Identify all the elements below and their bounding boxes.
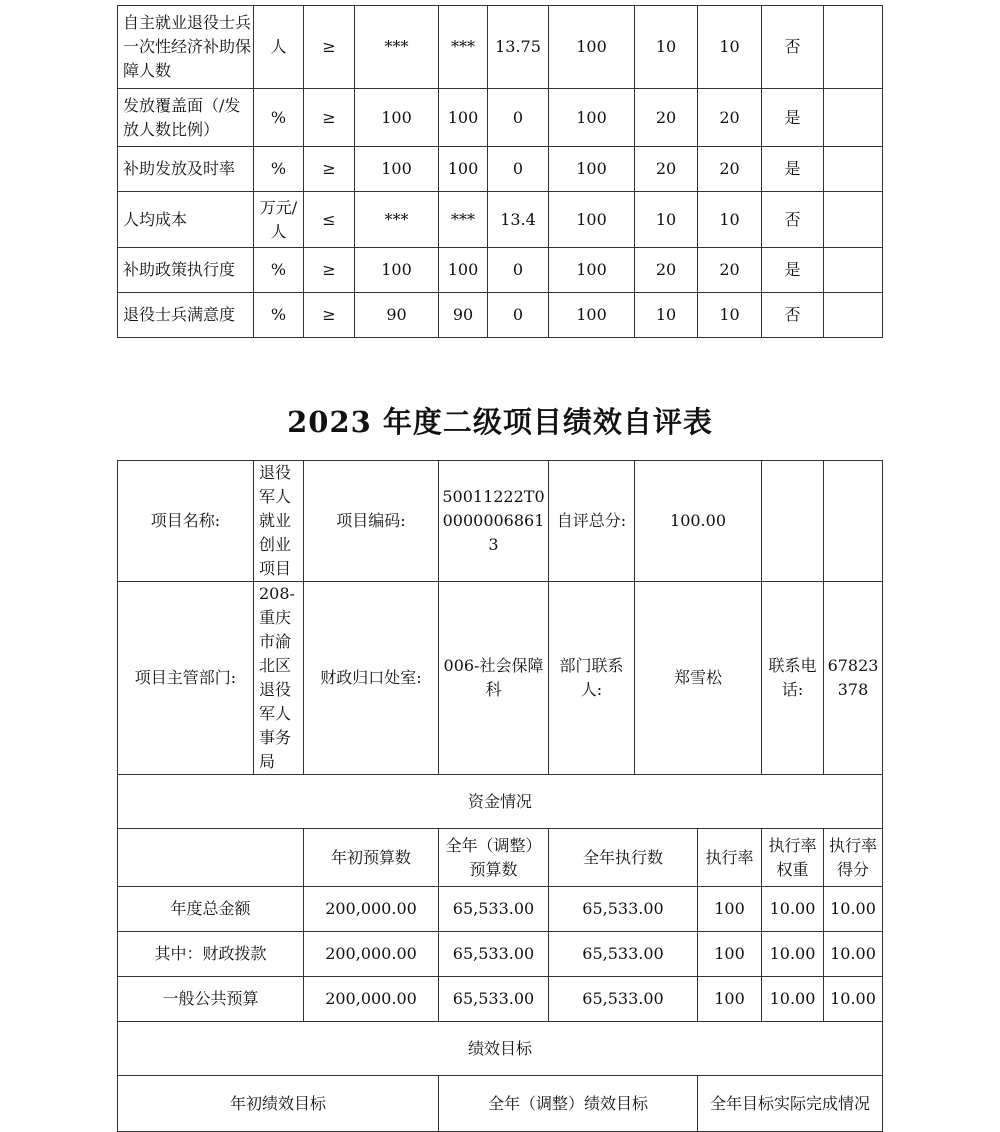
indicator-table-body [118,6,883,338]
indicator-score: 20 [698,147,762,192]
indicator-weight: 20 [635,89,698,147]
indicator-name: 退役士兵满意度 [118,293,254,338]
indicator-score: 10 [698,192,762,248]
indicator-target: *** [355,192,439,248]
perf-section-row [118,1022,883,1076]
indicator-score-rate: 100 [549,248,635,293]
indicator-unit: % [254,147,304,192]
indicator-row [118,147,883,192]
indicator-actual: *** [439,6,488,89]
indicator-name: 发放覆盖面（/发放人数比例） [118,89,254,147]
funds-executed: 65,533.00 [549,932,698,977]
project-name-value: 退役军人就业创业项目 [254,461,304,582]
col-adjusted-budget: 全年（调整）预算数 [439,829,549,887]
indicator-target: 100 [355,89,439,147]
self-evaluation-table [117,460,883,1132]
funds-row-label: 其中：财政拨款 [118,932,304,977]
empty-cell [762,461,824,582]
indicator-score: 20 [698,248,762,293]
funds-executed: 65,533.00 [549,977,698,1022]
funds-adjusted: 65,533.00 [439,977,549,1022]
funds-weight: 10.00 [762,887,824,932]
indicator-operator: ≥ [304,147,355,192]
indicator-met: 是 [762,147,824,192]
indicator-deviation: 0 [488,293,549,338]
col-rate-weight: 执行率权重 [762,829,824,887]
page-title: 2023 年度二级项目绩效自评表 [287,405,713,439]
col-executed: 全年执行数 [549,829,698,887]
department-row [118,582,883,775]
indicator-weight: 20 [635,248,698,293]
indicator-name: 补助政策执行度 [118,248,254,293]
indicator-unit: % [254,293,304,338]
indicator-target: 100 [355,147,439,192]
project-name-label: 项目名称: [118,461,254,582]
col-adjusted-perf-target: 全年（调整）绩效目标 [439,1076,698,1132]
perf-column-header-row [118,1076,883,1132]
indicator-deviation: 0 [488,248,549,293]
indicator-note [824,192,883,248]
indicator-score-rate: 100 [549,89,635,147]
indicator-actual: *** [439,192,488,248]
indicator-unit: 人 [254,6,304,89]
funds-adjusted: 65,533.00 [439,932,549,977]
indicator-unit: % [254,89,304,147]
dept-value: 208-重庆市渝北区退役军人事务局 [254,582,304,775]
indicator-name: 自主就业退役士兵一次性经济补助保障人数 [118,6,254,89]
col-initial-budget: 年初预算数 [304,829,439,887]
indicator-operator: ≥ [304,6,355,89]
indicator-met: 否 [762,6,824,89]
funds-row [118,932,883,977]
funds-rate: 100 [698,887,762,932]
indicator-target: 90 [355,293,439,338]
indicator-row [118,192,883,248]
project-code-value: 50011222T000000068613 [439,461,549,582]
project-code-label: 项目编码: [304,461,439,582]
empty-cell [824,461,883,582]
indicator-deviation: 0 [488,89,549,147]
indicator-table [117,5,883,338]
contact-label: 部门联系人: [549,582,635,775]
indicator-operator: ≥ [304,89,355,147]
funds-adjusted: 65,533.00 [439,887,549,932]
indicator-row [118,248,883,293]
funds-score: 10.00 [824,887,883,932]
indicator-met: 是 [762,248,824,293]
indicator-weight: 10 [635,192,698,248]
col-initial-perf-target: 年初绩效目标 [118,1076,439,1132]
empty-cell [118,829,304,887]
funds-section-row [118,775,883,829]
phone-label: 联系电话: [762,582,824,775]
funds-row-label: 一般公共预算 [118,977,304,1022]
funds-column-header-row [118,829,883,887]
funds-section-header: 资金情况 [118,775,883,829]
indicator-name: 人均成本 [118,192,254,248]
finance-office-label: 财政归口处室: [304,582,439,775]
funds-rate: 100 [698,977,762,1022]
funds-weight: 10.00 [762,932,824,977]
funds-executed: 65,533.00 [549,887,698,932]
funds-row [118,887,883,932]
indicator-row [118,6,883,89]
col-exec-rate: 执行率 [698,829,762,887]
indicator-note [824,147,883,192]
indicator-unit: 万元/人 [254,192,304,248]
indicator-actual: 100 [439,147,488,192]
indicator-met: 否 [762,192,824,248]
indicator-target: 100 [355,248,439,293]
funds-initial: 200,000.00 [304,932,439,977]
indicator-deviation: 0 [488,147,549,192]
project-info-row [118,461,883,582]
funds-score: 10.00 [824,977,883,1022]
indicator-score: 10 [698,6,762,89]
indicator-target: *** [355,6,439,89]
indicator-note [824,89,883,147]
indicator-score-rate: 100 [549,6,635,89]
indicator-note [824,248,883,293]
contact-value: 郑雪松 [635,582,762,775]
funds-row [118,977,883,1022]
perf-section-header: 绩效目标 [118,1022,883,1076]
indicator-met: 否 [762,293,824,338]
col-actual-completion: 全年目标实际完成情况 [698,1076,883,1132]
indicator-weight: 20 [635,147,698,192]
indicator-row [118,293,883,338]
indicator-operator: ≤ [304,192,355,248]
indicator-score-rate: 100 [549,293,635,338]
funds-score: 10.00 [824,932,883,977]
indicator-actual: 100 [439,89,488,147]
indicator-actual: 90 [439,293,488,338]
dept-label: 项目主管部门: [118,582,254,775]
indicator-deviation: 13.75 [488,6,549,89]
indicator-deviation: 13.4 [488,192,549,248]
indicator-met: 是 [762,89,824,147]
col-rate-score: 执行率得分 [824,829,883,887]
indicator-score-rate: 100 [549,147,635,192]
self-score-value: 100.00 [635,461,762,582]
indicator-operator: ≥ [304,248,355,293]
indicator-weight: 10 [635,293,698,338]
indicator-name: 补助发放及时率 [118,147,254,192]
indicator-operator: ≥ [304,293,355,338]
phone-value: 67823378 [824,582,883,775]
funds-weight: 10.00 [762,977,824,1022]
indicator-note [824,6,883,89]
indicator-score: 10 [698,293,762,338]
self-score-label: 自评总分: [549,461,635,582]
indicator-unit: % [254,248,304,293]
indicator-score: 20 [698,89,762,147]
indicator-weight: 10 [635,6,698,89]
funds-rate: 100 [698,932,762,977]
funds-row-label: 年度总金额 [118,887,304,932]
finance-office-value: 006-社会保障科 [439,582,549,775]
funds-initial: 200,000.00 [304,977,439,1022]
indicator-row [118,89,883,147]
indicator-score-rate: 100 [549,192,635,248]
funds-initial: 200,000.00 [304,887,439,932]
indicator-actual: 100 [439,248,488,293]
indicator-note [824,293,883,338]
